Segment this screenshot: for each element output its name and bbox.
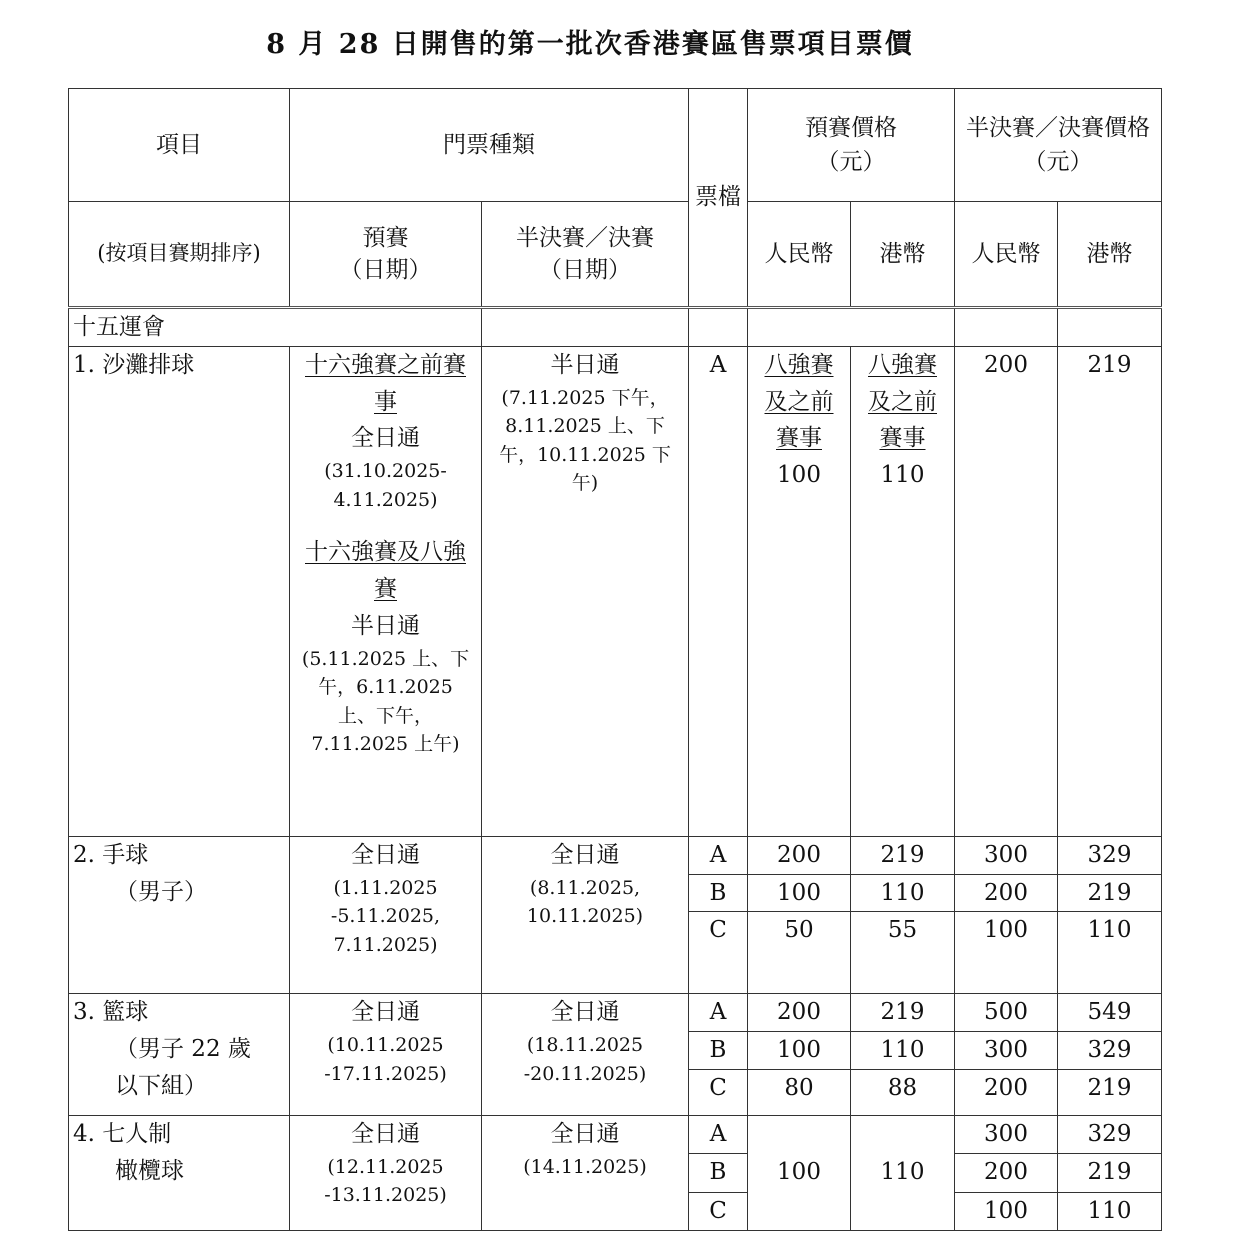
- beach-tier: A: [689, 346, 748, 836]
- handball-prelim-date: (1.11.2025 -5.11.2025, 7.11.2025): [330, 876, 441, 956]
- rugby-prelim-rmb: 100: [748, 1115, 851, 1230]
- header-prelim-hkd: 港幣: [851, 202, 955, 308]
- beach-final-rmb: 200: [955, 346, 1058, 836]
- basketball-final-date: (18.11.2025 -20.11.2025): [523, 1034, 647, 1085]
- table-row: B: [689, 1153, 748, 1192]
- handball-final-date: (8.11.2025, 10.11.2025): [526, 876, 644, 928]
- beach-final: [482, 346, 689, 836]
- table-row: C: [689, 912, 748, 994]
- item-beach-volleyball: 1. 沙灘排球: [69, 346, 290, 836]
- header-prelim-price: 預賽價格 （元）: [748, 89, 955, 202]
- handball-prelim-type: 全日通: [351, 841, 420, 868]
- item-basketball: 3. 籃球 （男子 22 歲以下組）: [69, 994, 290, 1116]
- beach-prelim-b-label: 十六強賽及八強賽: [305, 539, 466, 602]
- header-final-date: 半決賽／決賽 （日期）: [482, 202, 689, 308]
- header-final-hkd: 港幣: [1058, 202, 1162, 308]
- section-title: 十五運會: [69, 308, 482, 347]
- ticket-price-table: 項目 門票種類 票檔 預賽價格 （元） 半決賽／決賽價格 （元） (按項目賽期排序) 預賽 （日期） 半決賽／決賽 （日期） 人民幣 港幣 人民幣 港幣 十五運會 1. 沙灘排球 十六強賽之前賽事 全日通 (31.10.2025-4.11.2025) 十六強賽及八強賽 半日通 (5.11.2025 上、下午，6.11.2025 上、下午，7.11.2025 上午) 半日通 (7.11.2025 下午，8.11.2025 上、下午，10.11.2025 下午) A 八強賽及之前賽事 100 八強賽及之前賽事 110 200 219 2. 手球 （男子） 全日通 (1.11.2025 -5.11.2025, 7.11.2025) 全日通 (8.11.2025, 10.11.2025) A 200 219 300 329 B 100 110 200 219 C 50 55 100 110 3. 籃球 （男子 22 歲以下組） 全日通 (10.11.2025 -17.11.2025) 全日通 (18.11.2025 -20.11.2025) A 200 219 500 549 B 100 110 300 329 C 80 88 200 219 4. 七人制 橄欖球 全日通 (12.11.2025 -13.11.2025) 全日通 (14.11.2025) A 100 110 300 329 B 200 219 C 100 110: [68, 88, 1162, 1231]
- header-prelim-date: 預賽 （日期）: [290, 202, 482, 308]
- header-item-note: (按項目賽期排序): [69, 202, 290, 308]
- item-handball: 2. 手球 （男子）: [69, 836, 290, 994]
- table-row: B: [689, 874, 748, 912]
- beach-prelim-b-type: 半日通: [351, 612, 420, 639]
- beach-prelim-rmb: 100: [777, 462, 821, 489]
- table-row: A: [689, 994, 748, 1032]
- beach-prelim-a-date: (31.10.2025-4.11.2025): [324, 460, 447, 511]
- header-prelim-rmb: 人民幣: [748, 202, 851, 308]
- rugby-prelim-hkd: 110: [851, 1115, 955, 1230]
- basketball-final-type: 全日通: [550, 999, 620, 1026]
- header-ticket-type: 門票種類: [290, 89, 689, 202]
- table-row: C: [689, 1069, 748, 1115]
- header-final-price: 半決賽／決賽價格 （元）: [955, 89, 1162, 202]
- beach-prelim-a-label: 十六強賽之前賽事: [305, 351, 466, 415]
- basketball-prelim-date: (10.11.2025 -17.11.2025): [324, 1034, 447, 1085]
- page-title: 8 月 28 日開售的第一批次香港賽區售票項目票價: [266, 29, 914, 60]
- rugby-prelim-date: (12.11.2025 -13.11.2025): [324, 1155, 447, 1207]
- item-rugby: 4. 七人制 橄欖球: [69, 1115, 290, 1230]
- beach-prelim-a-type: 全日通: [351, 425, 420, 452]
- beach-final-hkd: 219: [1058, 346, 1162, 836]
- table-row: A: [689, 1115, 748, 1153]
- header-final-rmb: 人民幣: [955, 202, 1058, 308]
- beach-prelim-rmb-label: 八強賽及之前賽事: [764, 351, 834, 452]
- beach-final-type: 半日通: [550, 351, 620, 378]
- beach-prelim-hkd-label: 八強賽及之前賽事: [868, 351, 937, 452]
- table-row: C: [689, 1192, 748, 1230]
- beach-prelim-hkd: 110: [880, 462, 925, 489]
- basketball-prelim-type: 全日通: [351, 999, 420, 1026]
- rugby-final-date: (14.11.2025): [523, 1155, 647, 1178]
- table-row: B: [689, 1032, 748, 1070]
- header-tier: 票檔: [689, 89, 748, 308]
- rugby-final-type: 全日通: [550, 1120, 620, 1147]
- rugby-prelim-type: 全日通: [351, 1120, 420, 1147]
- beach-prelim: [290, 346, 482, 836]
- table-row: A: [689, 836, 748, 874]
- handball-final-type: 全日通: [550, 841, 620, 868]
- beach-final-date: (7.11.2025 下午，8.11.2025 上、下午，10.11.2025 下午): [499, 386, 671, 495]
- beach-prelim-b-date: (5.11.2025 上、下午，6.11.2025 上、下午，7.11.2025 上午): [301, 647, 470, 756]
- header-item: 項目: [69, 89, 290, 202]
